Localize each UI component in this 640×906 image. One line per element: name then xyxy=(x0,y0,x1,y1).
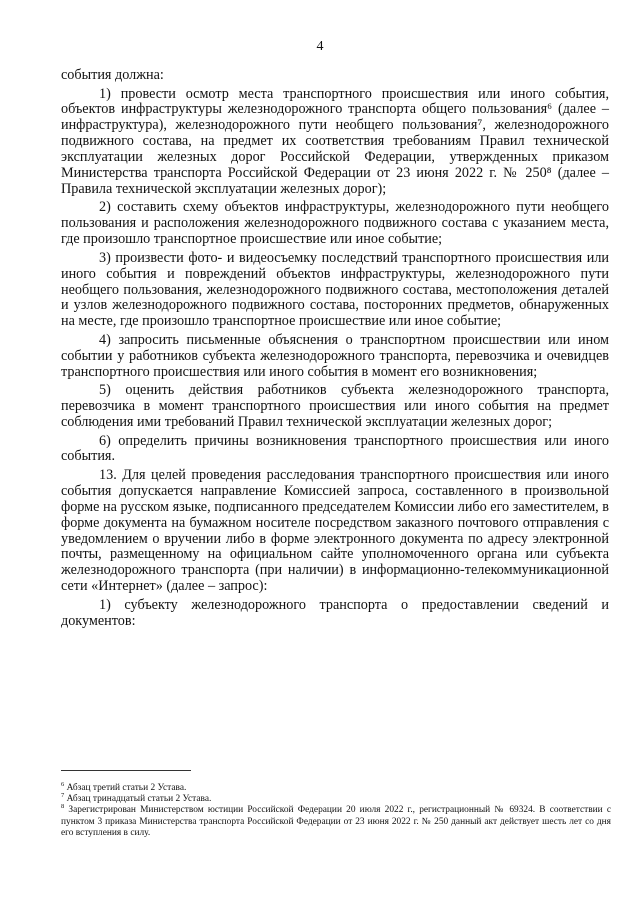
page-number: 4 xyxy=(316,39,324,54)
footnote-mark: 7 xyxy=(61,792,65,800)
paragraph-item-3: 3) произвести фото- и видеосъемку последствий транспортного происшествия или иного события и повреждений объектов инфраструктуры, железнодорожного пути необщего пользования, железнодорожного подвижного состава, местоположения деталей и узлов железнодорожного подвижного состава, посторонних предметов, обнаруженных на месте, где произошло транспортное происшествие или иное событие; xyxy=(61,249,609,330)
paragraph-item-1: 1) провести осмотр места транспортного происшествия или иного события, объектов инфраструктуры железнодорожного транспорта общего пользования⁶ (далее – инфраструктура), железнодорожного пути необщего пользования⁷, железнодорожного подвижного состава, на предмет их соответствия требованиям Правил технической эксплуатации железных дорог Российской Федерации, утвержденных приказом Министерства транспорта Российской Федерации от 23 июня 2022 г. № 250⁸ (далее – Правила технической эксплуатации железных дорог); xyxy=(61,85,609,197)
footnote-separator xyxy=(61,770,191,771)
footnote-7 xyxy=(61,794,611,805)
document-body xyxy=(61,68,609,630)
paragraph-item-4: 4) запросить письменные объяснения о транспортном происшествии или ином событии у работников субъекта железнодорожного транспорта, перевозчика и очевидцев транспортного происшествия или иного события в момент его возникновения; xyxy=(61,331,609,380)
footnote-text: Абзац тринадцатый статьи 2 Устава. xyxy=(66,794,212,805)
paragraph-item-2: 2) составить схему объектов инфраструктуры, железнодорожного пути необщего пользования и расположения железнодорожного подвижного состава с указанием места, где произошло транспортное происшествие или иное событие; xyxy=(61,199,609,248)
footnotes xyxy=(61,780,611,839)
footnote-text: Абзац третий статьи 2 Устава. xyxy=(66,783,187,793)
paragraph-item-6: 6) определить причины возникновения транспортного происшествия или иного события. xyxy=(61,432,609,465)
footnote-text: Зарегистрирован Министерством юстиции Российской Федерации 20 июля 2022 г., регистрационный № 69324. В соответствии с пунктом 3 приказа Министерства транспорта Российской Федерации от 23 июня 2022 г. № 250 данный акт действует шесть лет со дня его вступления в силу. xyxy=(61,805,611,838)
footnote-mark: 6 xyxy=(61,780,65,788)
paragraph-item-5: 5) оценить действия работников субъекта железнодорожного транспорта, перевозчика в момент транспортного происшествия или иного события на предмет соблюдения ими требований Правил технической эксплуатации железных дорог; xyxy=(61,382,609,430)
paragraph-section-13: 13. Для целей проведения расследования транспортного происшествия или иного события допускается направление Комиссией запроса, составленного в произвольной форме на русском языке, подписанного председателем Комиссии либо его заместителем, в форме документа на бумажном носителе посредством заказного почтового отправления с уведомлением о вручении либо в форме электронного документа по адресу электронной почты, размещенному на официальном сайте уполномоченного органа или субъекта железнодорожного транспорта (при наличии) в информационно-телекоммуникационной сети «Интернет» (далее – запрос): xyxy=(61,466,609,595)
footnote-mark: 8 xyxy=(61,803,65,811)
paragraph-subitem-1: 1) субъекту железнодорожного транспорта о предоставлении сведений и документов: xyxy=(61,596,609,629)
paragraph-continuation: события должна: xyxy=(61,67,164,83)
footnote-6 xyxy=(61,780,611,794)
footnote-8 xyxy=(61,805,611,839)
